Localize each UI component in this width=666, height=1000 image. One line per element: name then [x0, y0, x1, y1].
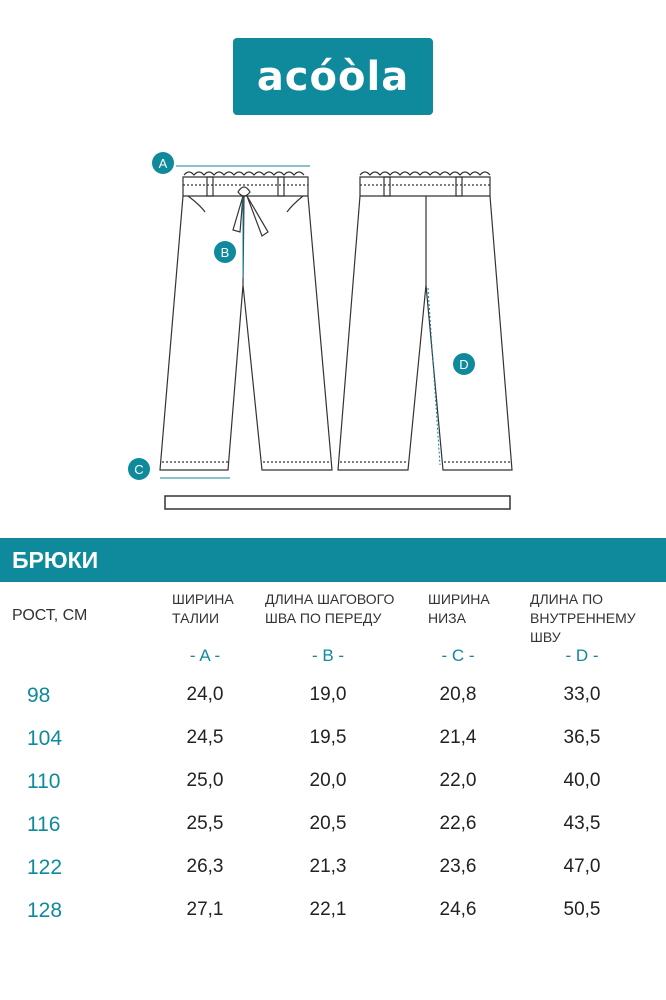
- col-b-letter: - B -: [311, 646, 345, 665]
- table-row: 116 25,5 20,5 22,6 43,5: [27, 813, 601, 836]
- height-header: РОСТ, СМ: [12, 607, 88, 624]
- brand-logo: [233, 38, 433, 115]
- col-a-header: ШИРИНА ТАЛИИ: [172, 591, 234, 626]
- table-row: 110 25,0 20,0 22,0 40,0: [27, 770, 601, 793]
- logo-text: acóòla: [256, 53, 410, 100]
- section-header: [0, 538, 666, 582]
- col-b-header: ДЛИНА ШАГОВОГО ШВА ПО ПЕРЕДУ: [265, 591, 395, 626]
- section-title: БРЮКИ: [12, 547, 99, 573]
- col-d-letter: - D -: [565, 646, 599, 665]
- trousers-diagram: [0, 140, 666, 520]
- back-view: [338, 172, 512, 470]
- col-c-header: ШИРИНА НИЗА: [428, 591, 490, 626]
- col-d-header: ДЛИНА ПО ВНУТРЕННЕМУ ШВУ: [530, 591, 636, 645]
- col-a-letter: - A -: [189, 646, 221, 665]
- label-a: A: [158, 156, 168, 171]
- table-row: 128 27,1 22,1 24,6 50,5: [27, 899, 601, 922]
- col-c-letter: - C -: [441, 646, 475, 665]
- table-row: 104 24,5 19,5 21,4 36,5: [27, 727, 601, 750]
- front-view: [160, 172, 332, 470]
- table-row: 98 24,0 19,0 20,8 33,0: [27, 684, 601, 707]
- label-c: C: [134, 462, 144, 477]
- table-row: 122 26,3 21,3 23,6 47,0: [27, 856, 601, 879]
- label-b: B: [220, 245, 230, 260]
- label-d: D: [459, 357, 469, 372]
